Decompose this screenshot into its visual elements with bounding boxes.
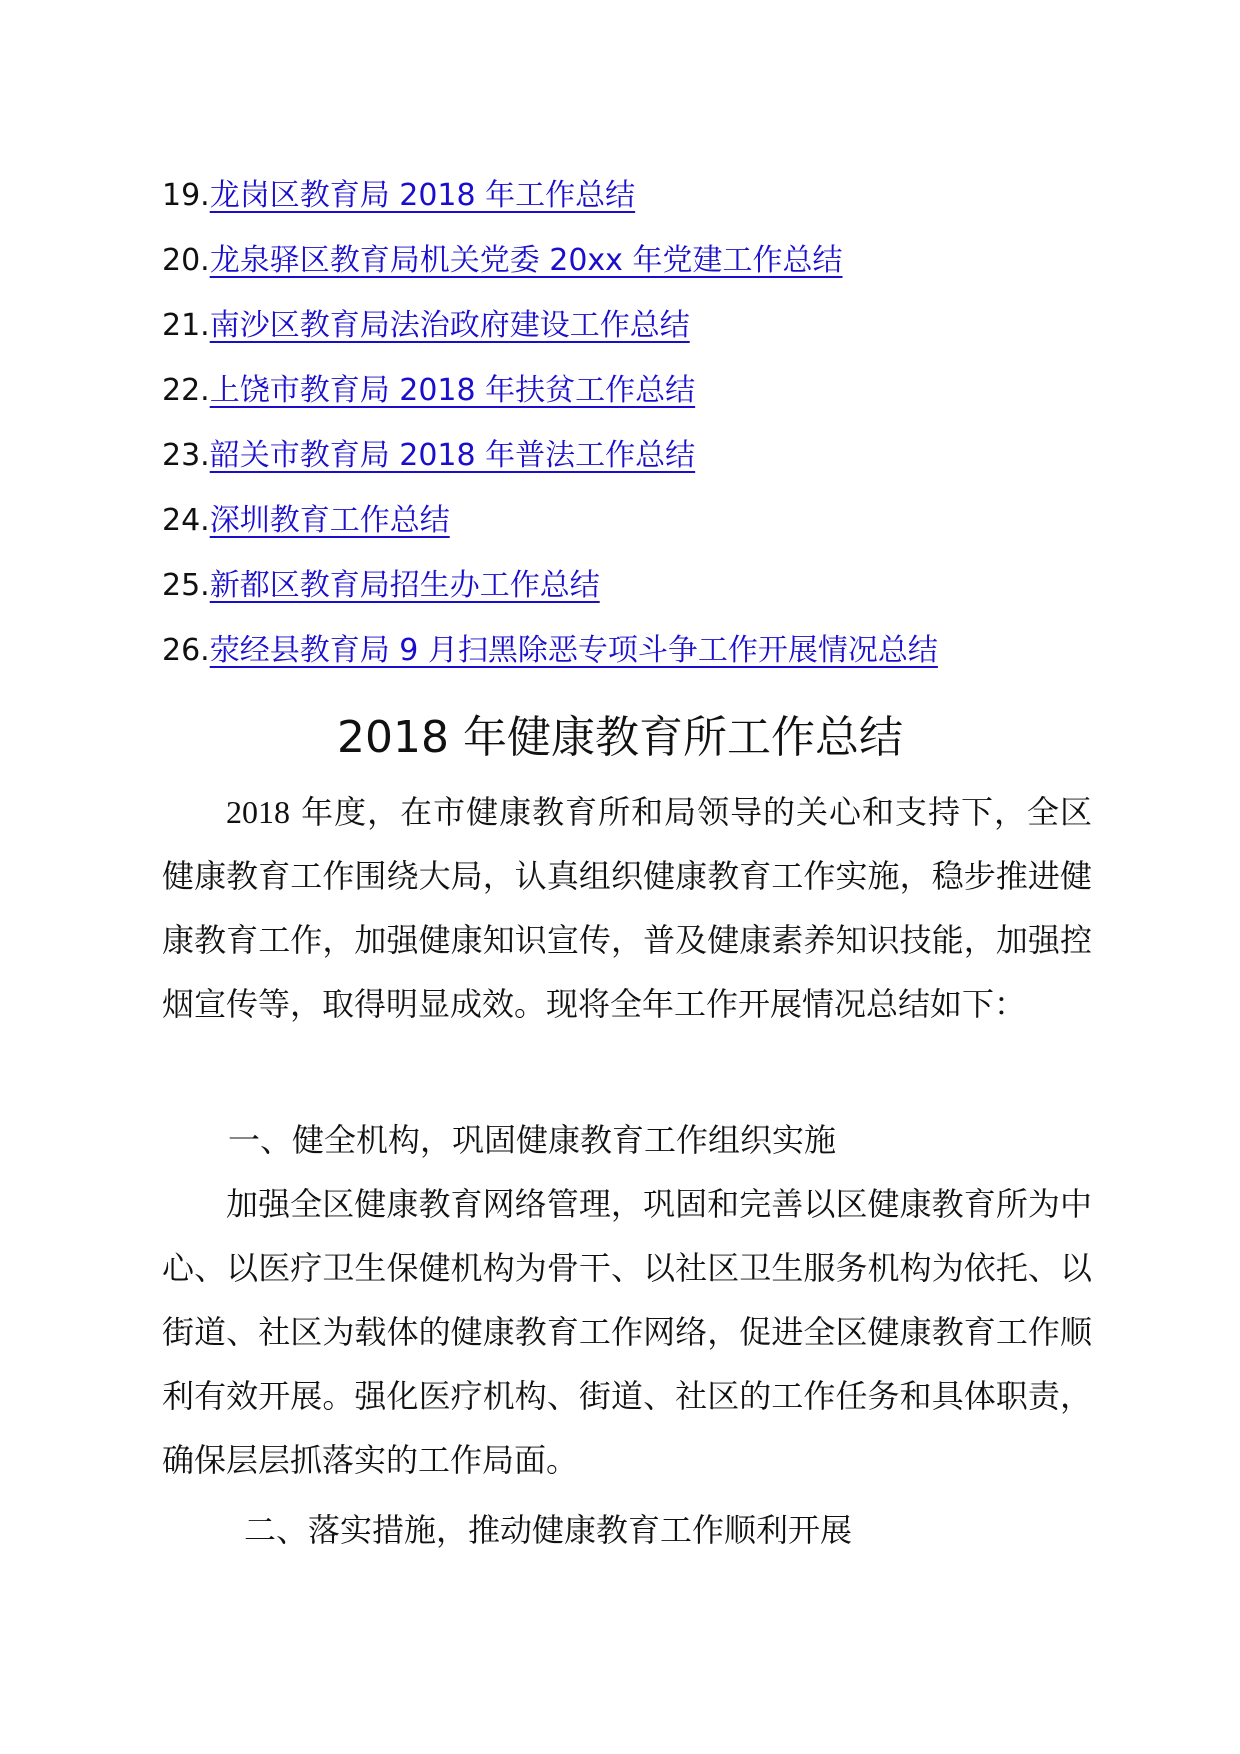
related-article-link[interactable]: 龙岗区教育局 2018 年工作总结 bbox=[209, 178, 636, 213]
item-number: 21. bbox=[162, 308, 210, 343]
list-item bbox=[162, 365, 1102, 430]
list-item bbox=[162, 625, 1102, 690]
related-article-link[interactable]: 新都区教育局招生办工作总结 bbox=[209, 568, 600, 603]
item-number: 23. bbox=[162, 438, 210, 473]
item-number: 22. bbox=[162, 373, 210, 408]
list-item bbox=[162, 495, 1102, 560]
intro-text: 年度，在市健康教育所和局领导的关心和支持下，全区健康教育工作围绕大局，认真组织健康教育工作实施，稳步推进健康教育工作，加强健康知识宣传，普及健康素养知识技能，加强控烟宣传等，取得明显成效。现将全年工作开展情况总结如下： bbox=[162, 793, 1092, 1023]
list-item bbox=[162, 560, 1102, 625]
intro-paragraph bbox=[162, 780, 1092, 1036]
item-number: 25. bbox=[162, 568, 210, 603]
item-number: 19. bbox=[162, 178, 210, 213]
section-heading-1: 一、健全机构，巩固健康教育工作组织实施 bbox=[228, 1121, 837, 1159]
related-article-link[interactable]: 韶关市教育局 2018 年普法工作总结 bbox=[209, 438, 696, 473]
related-links-list bbox=[162, 170, 1102, 690]
related-article-link[interactable]: 深圳教育工作总结 bbox=[209, 503, 450, 538]
document-title: 2018 年健康教育所工作总结 bbox=[337, 712, 903, 763]
list-item bbox=[162, 170, 1102, 235]
item-number: 26. bbox=[162, 633, 210, 668]
related-article-link[interactable]: 龙泉驿区教育局机关党委 20xx 年党建工作总结 bbox=[209, 243, 843, 278]
section-heading-2: 二、落实措施，推动健康教育工作顺利开展 bbox=[244, 1511, 853, 1549]
intro-year: 2018 bbox=[226, 794, 290, 830]
list-item bbox=[162, 235, 1102, 300]
item-number: 24. bbox=[162, 503, 210, 538]
related-article-link[interactable]: 南沙区教育局法治政府建设工作总结 bbox=[209, 308, 690, 343]
list-item bbox=[162, 430, 1102, 495]
list-item bbox=[162, 300, 1102, 365]
section-1-paragraph: 加强全区健康教育网络管理，巩固和完善以区健康教育所为中心、以医疗卫生保健机构为骨干、以社区卫生服务机构为依托、以街道、社区为载体的健康教育工作网络，促进全区健康教育工作顺利有效开展。强化医疗机构、街道、社区的工作任务和具体职责，确保层层抓落实的工作局面。 bbox=[162, 1185, 1092, 1479]
related-article-link[interactable]: 荥经县教育局 9 月扫黑除恶专项斗争工作开展情况总结 bbox=[209, 633, 938, 668]
item-number: 20. bbox=[162, 243, 210, 278]
related-article-link[interactable]: 上饶市教育局 2018 年扶贫工作总结 bbox=[209, 373, 696, 408]
